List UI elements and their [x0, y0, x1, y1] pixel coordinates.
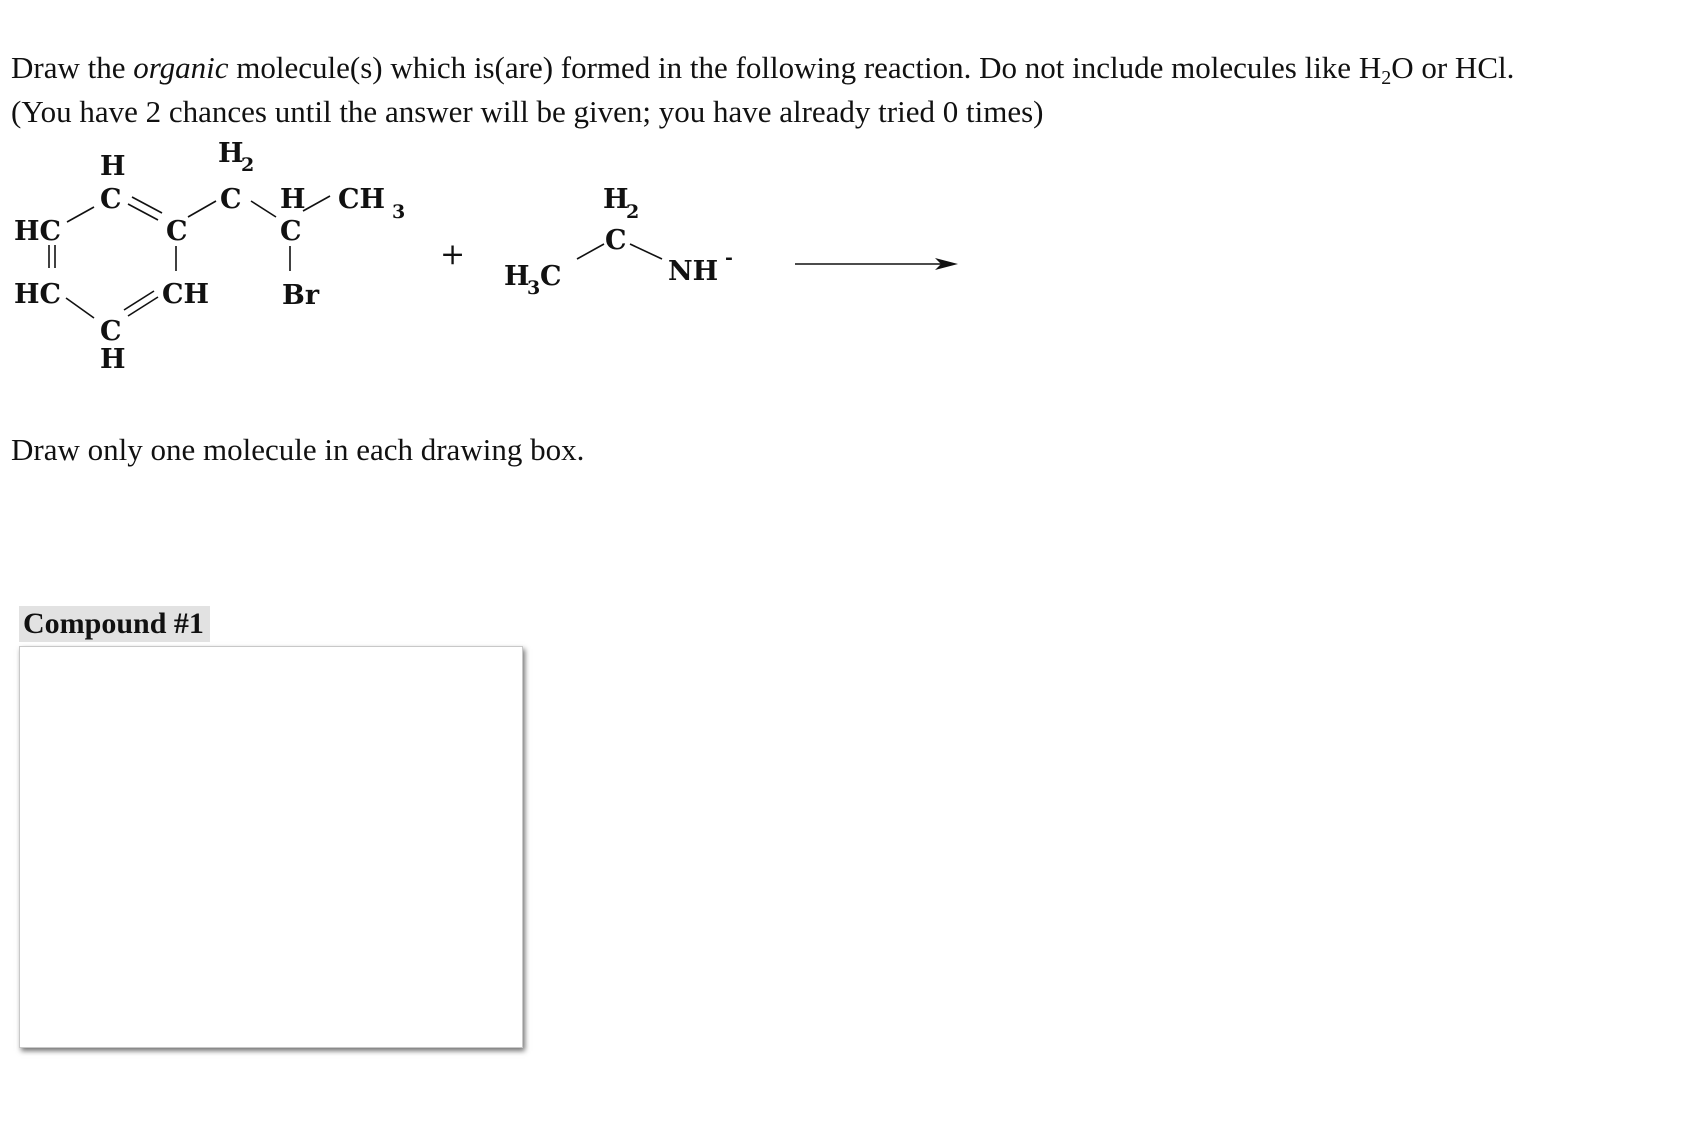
bond — [67, 207, 94, 222]
atom-c: C — [220, 184, 242, 215]
question-text — [11, 46, 1514, 134]
atom-c: C — [166, 216, 188, 247]
atom-h: H — [100, 344, 126, 375]
atom-hc: HC — [14, 216, 61, 247]
bond — [251, 201, 276, 217]
atom-c: C — [540, 261, 562, 292]
subscript: 3 — [527, 277, 541, 299]
bond — [132, 197, 162, 213]
atom-ch: CH — [338, 184, 385, 215]
atom-h: H — [100, 151, 126, 182]
reactant-2-structure — [504, 184, 733, 299]
bond — [188, 201, 216, 217]
atom-h: H — [280, 184, 306, 215]
subscript: 2 — [626, 201, 640, 223]
atom-c: C — [100, 316, 122, 347]
atom-hc: HC — [14, 279, 61, 310]
subscript: 3 — [392, 201, 406, 223]
subscript: 2 — [241, 154, 255, 176]
bond — [630, 244, 662, 259]
bond — [128, 297, 158, 316]
bond — [128, 204, 158, 220]
question-line-2: (You have 2 chances until the answer will be given; you have already tried 0 times) — [11, 94, 1044, 129]
atom-c: C — [280, 216, 302, 247]
reactant-1-structure — [14, 140, 405, 375]
atom-ch: CH — [162, 279, 209, 310]
bond — [66, 298, 94, 318]
charge-sign: - — [725, 247, 733, 269]
organic-emphasis: organic — [133, 50, 229, 85]
reaction-arrow — [795, 258, 958, 270]
atom-c: C — [605, 225, 627, 256]
plus-sign: + — [440, 237, 466, 272]
bond — [124, 291, 154, 310]
instruction-text: Draw only one molecule in each drawing box. — [11, 432, 585, 467]
reaction-scheme — [0, 140, 980, 400]
molecule-drawing-box[interactable] — [19, 646, 523, 1048]
atom-c: C — [100, 184, 122, 215]
compound-label: Compound #1 — [19, 606, 210, 642]
bond — [303, 196, 330, 211]
bond — [577, 244, 604, 259]
atom-h: H — [603, 184, 629, 215]
atom-nh: NH — [668, 256, 719, 287]
question-line-1: Draw the organic molecule(s) which is(are) formed in the following reaction. Do not include molecules like $H_2O$ or HCl. — [11, 50, 1515, 89]
atom-h: H — [218, 140, 244, 169]
atom-br: Br — [282, 280, 320, 311]
atom-h: H — [504, 261, 530, 292]
